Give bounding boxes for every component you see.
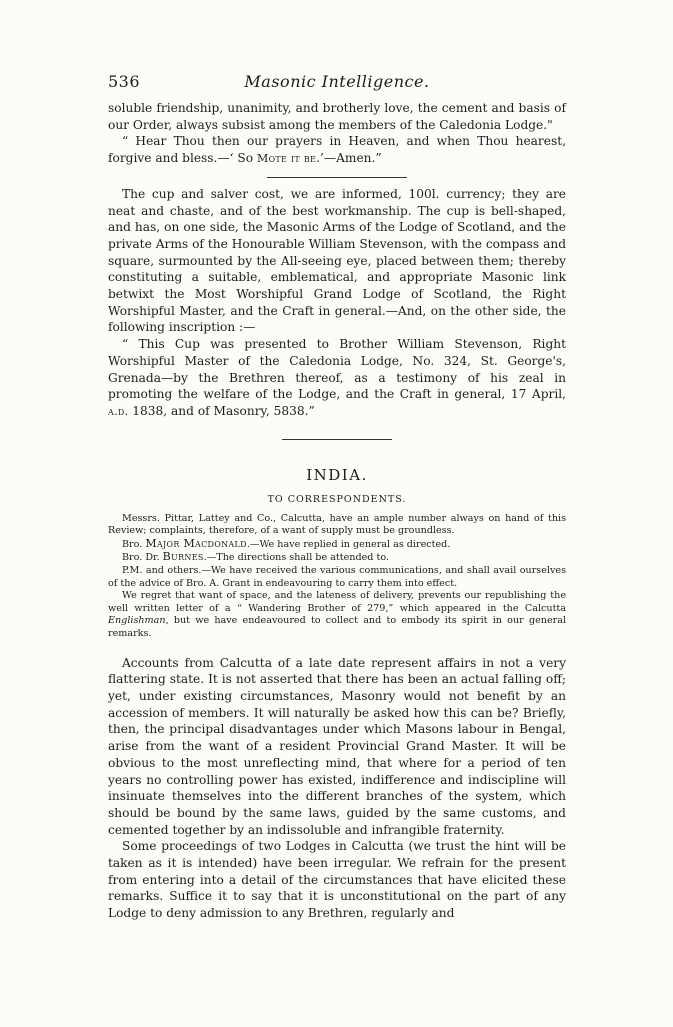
lodges-proceedings-paragraph: Some proceedings of two Lodges in Calcutta (we trust the hint will be taken as it is intended) have been irregular. We refrain for the present from entering into a detail of the circumstances that have elicited these remarks. Suffice it to say that it is unconstitutional on the part of any Lodge to deny admission to any Brethren, regularly and (108, 839, 566, 921)
anno-domini-text: a.d. (108, 404, 129, 418)
note-name: Major Macdonald (145, 536, 247, 550)
note-newspaper-title: Englishman (108, 615, 166, 627)
india-article (108, 655, 566, 922)
article-continuation (108, 100, 566, 168)
note-text: .—We have replied in general as directed. (246, 538, 451, 550)
inscription-text: “ This Cup was presented to Brother William Stevenson, Right Worshipful Master of the Caledonia Lodge, No. 324, St. George's, Grenada—by the Brethren thereof, as a testimony of his zeal in promoting the welfare of the Lodge, and the Craft in general, 17 April, (108, 337, 566, 402)
prayer-closing-paragraph: soluble friendship, unanimity, and brotherly love, the cement and basis of our Order, always subsist among the members of the Caledonia Lodge." (108, 101, 566, 132)
note-dr-burnes (108, 551, 566, 565)
page-number: 536 (108, 72, 141, 91)
page (108, 72, 566, 922)
page-header (108, 72, 566, 100)
note-major-macdonald (108, 538, 566, 552)
note-prefix: Bro. (122, 538, 146, 550)
prayer-amen-text: “ Hear Thou then our prayers in Heaven, and when Thou hearest, forgive and bless.—‘ So (108, 134, 566, 166)
cup-paragraph: The cup and salver cost, we are informed, 100l. currency; they are neat and chaste, and of the best workmanship. The cup is bell-shaped, and has, on one side, the Masonic Arms of the Lodge of Scotland, and the private Arms of the Honourable William Stevenson, with the compass and square, surmounted by the All-seeing eye, placed between them; thereby constituting a suitable, emblematical, and appropriate Masonic link betwixt the Most Worshipful Grand Lodge of Scotland, the Right Worshipful Master, and the Craft in general.—And, on the other side, the following inscription :— (108, 186, 566, 335)
note-wandering-brother (108, 590, 566, 640)
note-name: Burnes (162, 550, 204, 564)
inscription-end-text: 1838, and of Masonry, 5838.” (128, 403, 315, 418)
subheading-correspondents: TO CORRESPONDENTS. (267, 493, 407, 505)
calcutta-accounts-paragraph: Accounts from Calcutta of a late date represent affairs in not a very flattering state. It is not asserted that there has been an actual falling off; yet, under existing circumstances, Masonry would not benefit by an accession of members. It will naturally be asked how this can be? Briefly, then, the principal disadvantages under which Masons labour in Bengal, arise from the want of a resident Provincial Grand Master. It will be obvious to the most unreflecting mind, that where for a period of ten years no controlling power has existed, indifference and indiscipline will insinuate themselves into the different branches of the system, which should be bound by the same laws, guided by the same customs, and cemented together by an indissoluble and infrangible fraternity. (108, 655, 566, 837)
inscription-paragraph (108, 336, 566, 421)
note-text-end: , but we have endeavoured to collect and to embody its spirit in our general remarks. (108, 615, 566, 639)
note-pittar-lattey: Messrs. Pittar, Lattey and Co., Calcutta, have an ample number always on hand of this Review; complaints, therefore, of a want of supply must be groundless. (108, 512, 566, 537)
prayer-amen-paragraph (108, 133, 566, 167)
amen-text: .’—Amen.” (316, 151, 382, 166)
section-divider-long (282, 439, 392, 440)
note-pm-and-others: P.M. and others.—We have received the various communications, and shall avail ourselves of the advice of Bro. A. Grant in endeavouring to carry them into effect. (108, 565, 566, 589)
correspondents-notes (108, 513, 566, 641)
section-heading-india: INDIA. (306, 465, 368, 484)
mote-it-be-text: Mote it be (256, 152, 317, 166)
cup-description (108, 186, 566, 421)
note-prefix: Bro. Dr. (122, 552, 163, 564)
note-text: We regret that want of space, and the lateness of delivery, prevents our republishing the well written letter of a “ Wandering Brother of 279,” which appeared in the Calcutta (108, 590, 566, 614)
running-title: Masonic Intelligence. (244, 72, 430, 91)
section-divider (267, 177, 407, 178)
note-text: .—The directions shall be attended to. (203, 552, 389, 564)
